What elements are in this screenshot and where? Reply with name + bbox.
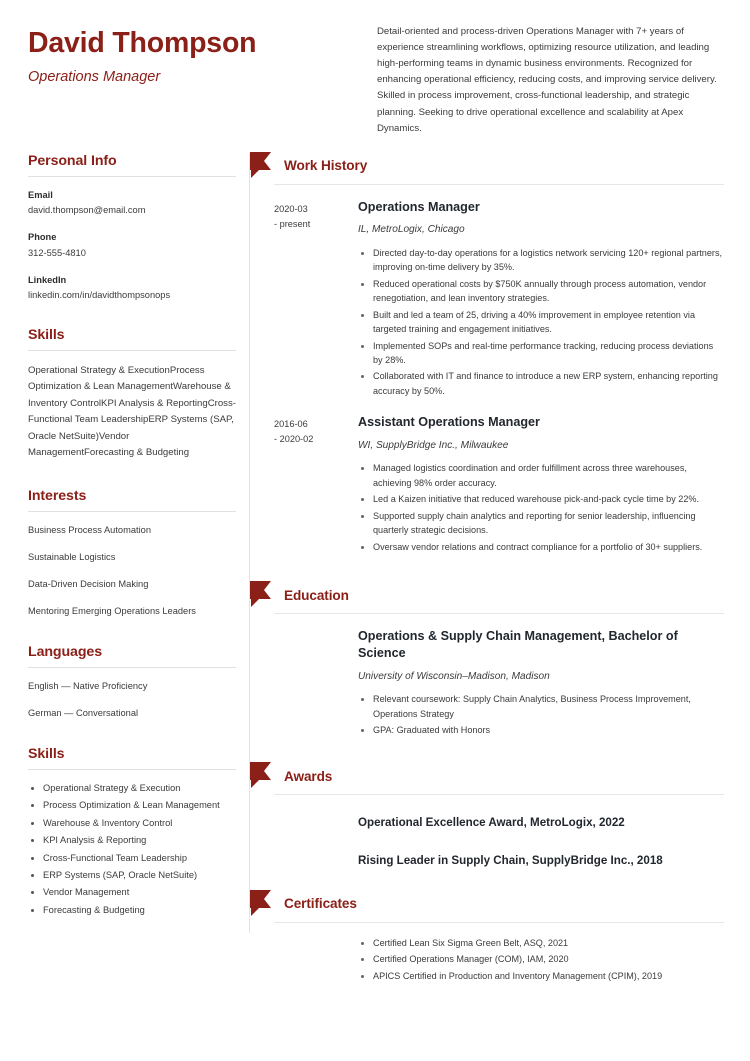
skills-paragraph-text: Operational Strategy & ExecutionProcess Optimization & Lean ManagementWarehouse & Inventory ControlKPI Analysis & ReportingCross-Functional Team LeadershipERP Systems (SAP, Oracle NetSuite)Vendor ManagementForecasting & Budgeting xyxy=(28,364,236,459)
work-entry-body xyxy=(358,414,724,556)
list-item: • Directed day-to-day operations for a logistics network servicing 120+ regional partners, improving on-time delivery by 35%. xyxy=(373,246,724,274)
info-field-email xyxy=(28,189,236,218)
certificates-bullets xyxy=(358,936,724,984)
candidate-job-title: Operations Manager xyxy=(28,68,161,85)
list-item: German — Conversational xyxy=(28,708,139,719)
list-item: Business Process Automation xyxy=(28,524,151,535)
section-skills-paragraph xyxy=(28,327,236,462)
candidate-name: David Thompson xyxy=(28,27,257,59)
section-rule xyxy=(28,350,236,351)
list-item: • Warehouse & Inventory Control xyxy=(43,817,236,830)
section-rule xyxy=(28,769,236,770)
pennant-flag-icon xyxy=(250,152,276,179)
list-item: • Oversaw vendor relations and contract compliance for a portfolio of 30+ suppliers. xyxy=(373,540,724,554)
section-languages xyxy=(28,644,236,720)
section-rule xyxy=(28,667,236,668)
section-header-work-history xyxy=(250,153,724,179)
list-item: • Managed logistics coordination and order fulfillment across three warehouses, achieving 98% order accuracy. xyxy=(373,461,724,489)
info-label: Phone xyxy=(28,232,57,243)
list-item: • Supported supply chain analytics and reporting for senior leadership, influencing quarterly strategic decisions. xyxy=(373,509,724,537)
work-entry-dates xyxy=(274,414,358,556)
list-item: • Certified Operations Manager (COM), IAM, 2020 xyxy=(373,952,724,966)
professional-summary: Detail-oriented and process-driven Operations Manager with 7+ years of experience streamlining workflows, optimizing resource utilization, and leading high-performing teams in dynamic business environments. Recognized for enhancing operational efficiency, reducing costs, and improving service delivery. Skilled in process improvement, cross-functional leadership, and strategic planning. Seeking to drive operational excellence and scalability at Apex Dynamics. xyxy=(377,26,717,134)
section-header-certificates xyxy=(250,891,724,917)
section-personal-info xyxy=(28,153,236,303)
education-entry xyxy=(358,628,724,737)
list-item: English — Native Proficiency xyxy=(28,681,148,692)
section-rule xyxy=(28,511,236,512)
pennant-flag-icon xyxy=(250,581,276,608)
section-title-languages: Languages xyxy=(28,644,102,661)
section-title-awards: Awards xyxy=(284,768,333,784)
work-entry-body xyxy=(358,199,724,400)
section-title-personal-info: Personal Info xyxy=(28,152,117,169)
list-item: • KPI Analysis & Reporting xyxy=(43,834,236,847)
section-rule xyxy=(274,922,724,923)
work-entry xyxy=(274,199,724,400)
section-title-skills-list: Skills xyxy=(28,746,65,763)
date-end: - present xyxy=(274,218,311,229)
list-item: • Cross-Functional Team Leadership xyxy=(43,852,236,865)
list-item: • Built and led a team of 25, driving a 40% improvement in employee retention via targeted training and engagement initiatives. xyxy=(373,308,724,336)
award-item: Operational Excellence Award, MetroLogix, 2022 xyxy=(358,816,625,830)
section-title-education: Education xyxy=(284,587,349,603)
section-header-education xyxy=(250,582,724,608)
list-item: • Operational Strategy & Execution xyxy=(43,782,236,795)
section-rule xyxy=(274,613,724,614)
main-content xyxy=(250,153,724,986)
date-end: - 2020-02 xyxy=(274,434,314,445)
section-interests xyxy=(28,488,236,618)
resume-header xyxy=(0,0,750,137)
info-field-linkedin xyxy=(28,274,236,303)
education-degree: Operations & Supply Chain Management, Bachelor of Science xyxy=(358,629,678,661)
section-title-work-history: Work History xyxy=(284,158,368,174)
header-identity xyxy=(28,22,373,137)
list-item: Data-Driven Decision Making xyxy=(28,579,149,590)
info-field-phone xyxy=(28,231,236,260)
work-entry-bullets xyxy=(358,246,724,398)
header-summary-block xyxy=(373,22,724,137)
section-awards xyxy=(274,763,724,868)
work-entry-role: Operations Manager xyxy=(358,199,480,214)
work-entry-dates xyxy=(274,199,358,400)
work-entry-role: Assistant Operations Manager xyxy=(358,415,540,430)
sidebar xyxy=(28,153,250,986)
education-school: University of Wisconsin–Madison, Madison xyxy=(358,670,550,682)
date-start: 2016-06 xyxy=(274,419,308,430)
section-rule xyxy=(274,794,724,795)
section-work-history xyxy=(274,153,724,557)
resume-body xyxy=(0,153,750,986)
list-item: Sustainable Logistics xyxy=(28,552,116,562)
award-item: Rising Leader in Supply Chain, SupplyBridge Inc., 2018 xyxy=(358,853,663,867)
date-start: 2020-03 xyxy=(274,203,308,214)
info-label: Email xyxy=(28,189,53,200)
section-certificates xyxy=(274,891,724,984)
skills-bullet-list xyxy=(28,782,236,917)
awards-list xyxy=(358,815,724,868)
list-item: Mentoring Emerging Operations Leaders xyxy=(28,606,196,617)
section-rule xyxy=(28,176,236,177)
pennant-flag-icon xyxy=(250,890,276,917)
section-skills-list xyxy=(28,746,236,917)
work-entry-org: WI, SupplyBridge Inc., Milwaukee xyxy=(358,439,509,451)
certificates-list xyxy=(358,936,724,984)
section-title-certificates: Certificates xyxy=(284,896,357,912)
list-item: • Led a Kaizen initiative that reduced warehouse pick-and-pack cycle time by 22%. xyxy=(373,492,724,506)
list-item: • Collaborated with IT and finance to introduce a new ERP system, enhancing reporting accuracy by 50%. xyxy=(373,369,724,397)
list-item: • Process Optimization & Lean Management xyxy=(43,799,236,812)
info-label: LinkedIn xyxy=(28,274,67,285)
list-item: • Reduced operational costs by $750K annually through process automation, vendor renegotiation, and lean inventory strategies. xyxy=(373,277,724,305)
work-entry xyxy=(274,414,724,556)
list-item: • Forecasting & Budgeting xyxy=(43,904,236,917)
section-rule xyxy=(274,184,724,185)
info-value-phone[interactable]: 312-555-4810 xyxy=(28,247,86,258)
list-item: • GPA: Graduated with Honors xyxy=(373,723,724,737)
list-item: • Implemented SOPs and real-time performance tracking, reducing process deviations by 28%. xyxy=(373,339,724,367)
info-value-linkedin[interactable]: linkedin.com/in/davidthompsonops xyxy=(28,290,171,301)
work-entry-bullets xyxy=(358,461,724,554)
list-item: • ERP Systems (SAP, Oracle NetSuite) xyxy=(43,869,236,882)
info-value-email[interactable]: david.thompson@email.com xyxy=(28,205,146,216)
work-entry-org: IL, MetroLogix, Chicago xyxy=(358,224,465,236)
section-title-interests: Interests xyxy=(28,487,87,504)
section-title-skills-paragraph: Skills xyxy=(28,326,65,343)
section-education xyxy=(274,582,724,737)
list-item: • Relevant coursework: Supply Chain Analytics, Business Process Improvement, Operations Strategy xyxy=(373,692,724,720)
list-item: • Certified Lean Six Sigma Green Belt, ASQ, 2021 xyxy=(373,936,724,950)
education-bullets xyxy=(358,692,724,737)
pennant-flag-icon xyxy=(250,762,276,789)
list-item: • Vendor Management xyxy=(43,886,236,899)
section-header-awards xyxy=(250,763,724,789)
column-divider xyxy=(249,153,250,933)
list-item: • APICS Certified in Production and Inventory Management (CPIM), 2019 xyxy=(373,969,724,983)
